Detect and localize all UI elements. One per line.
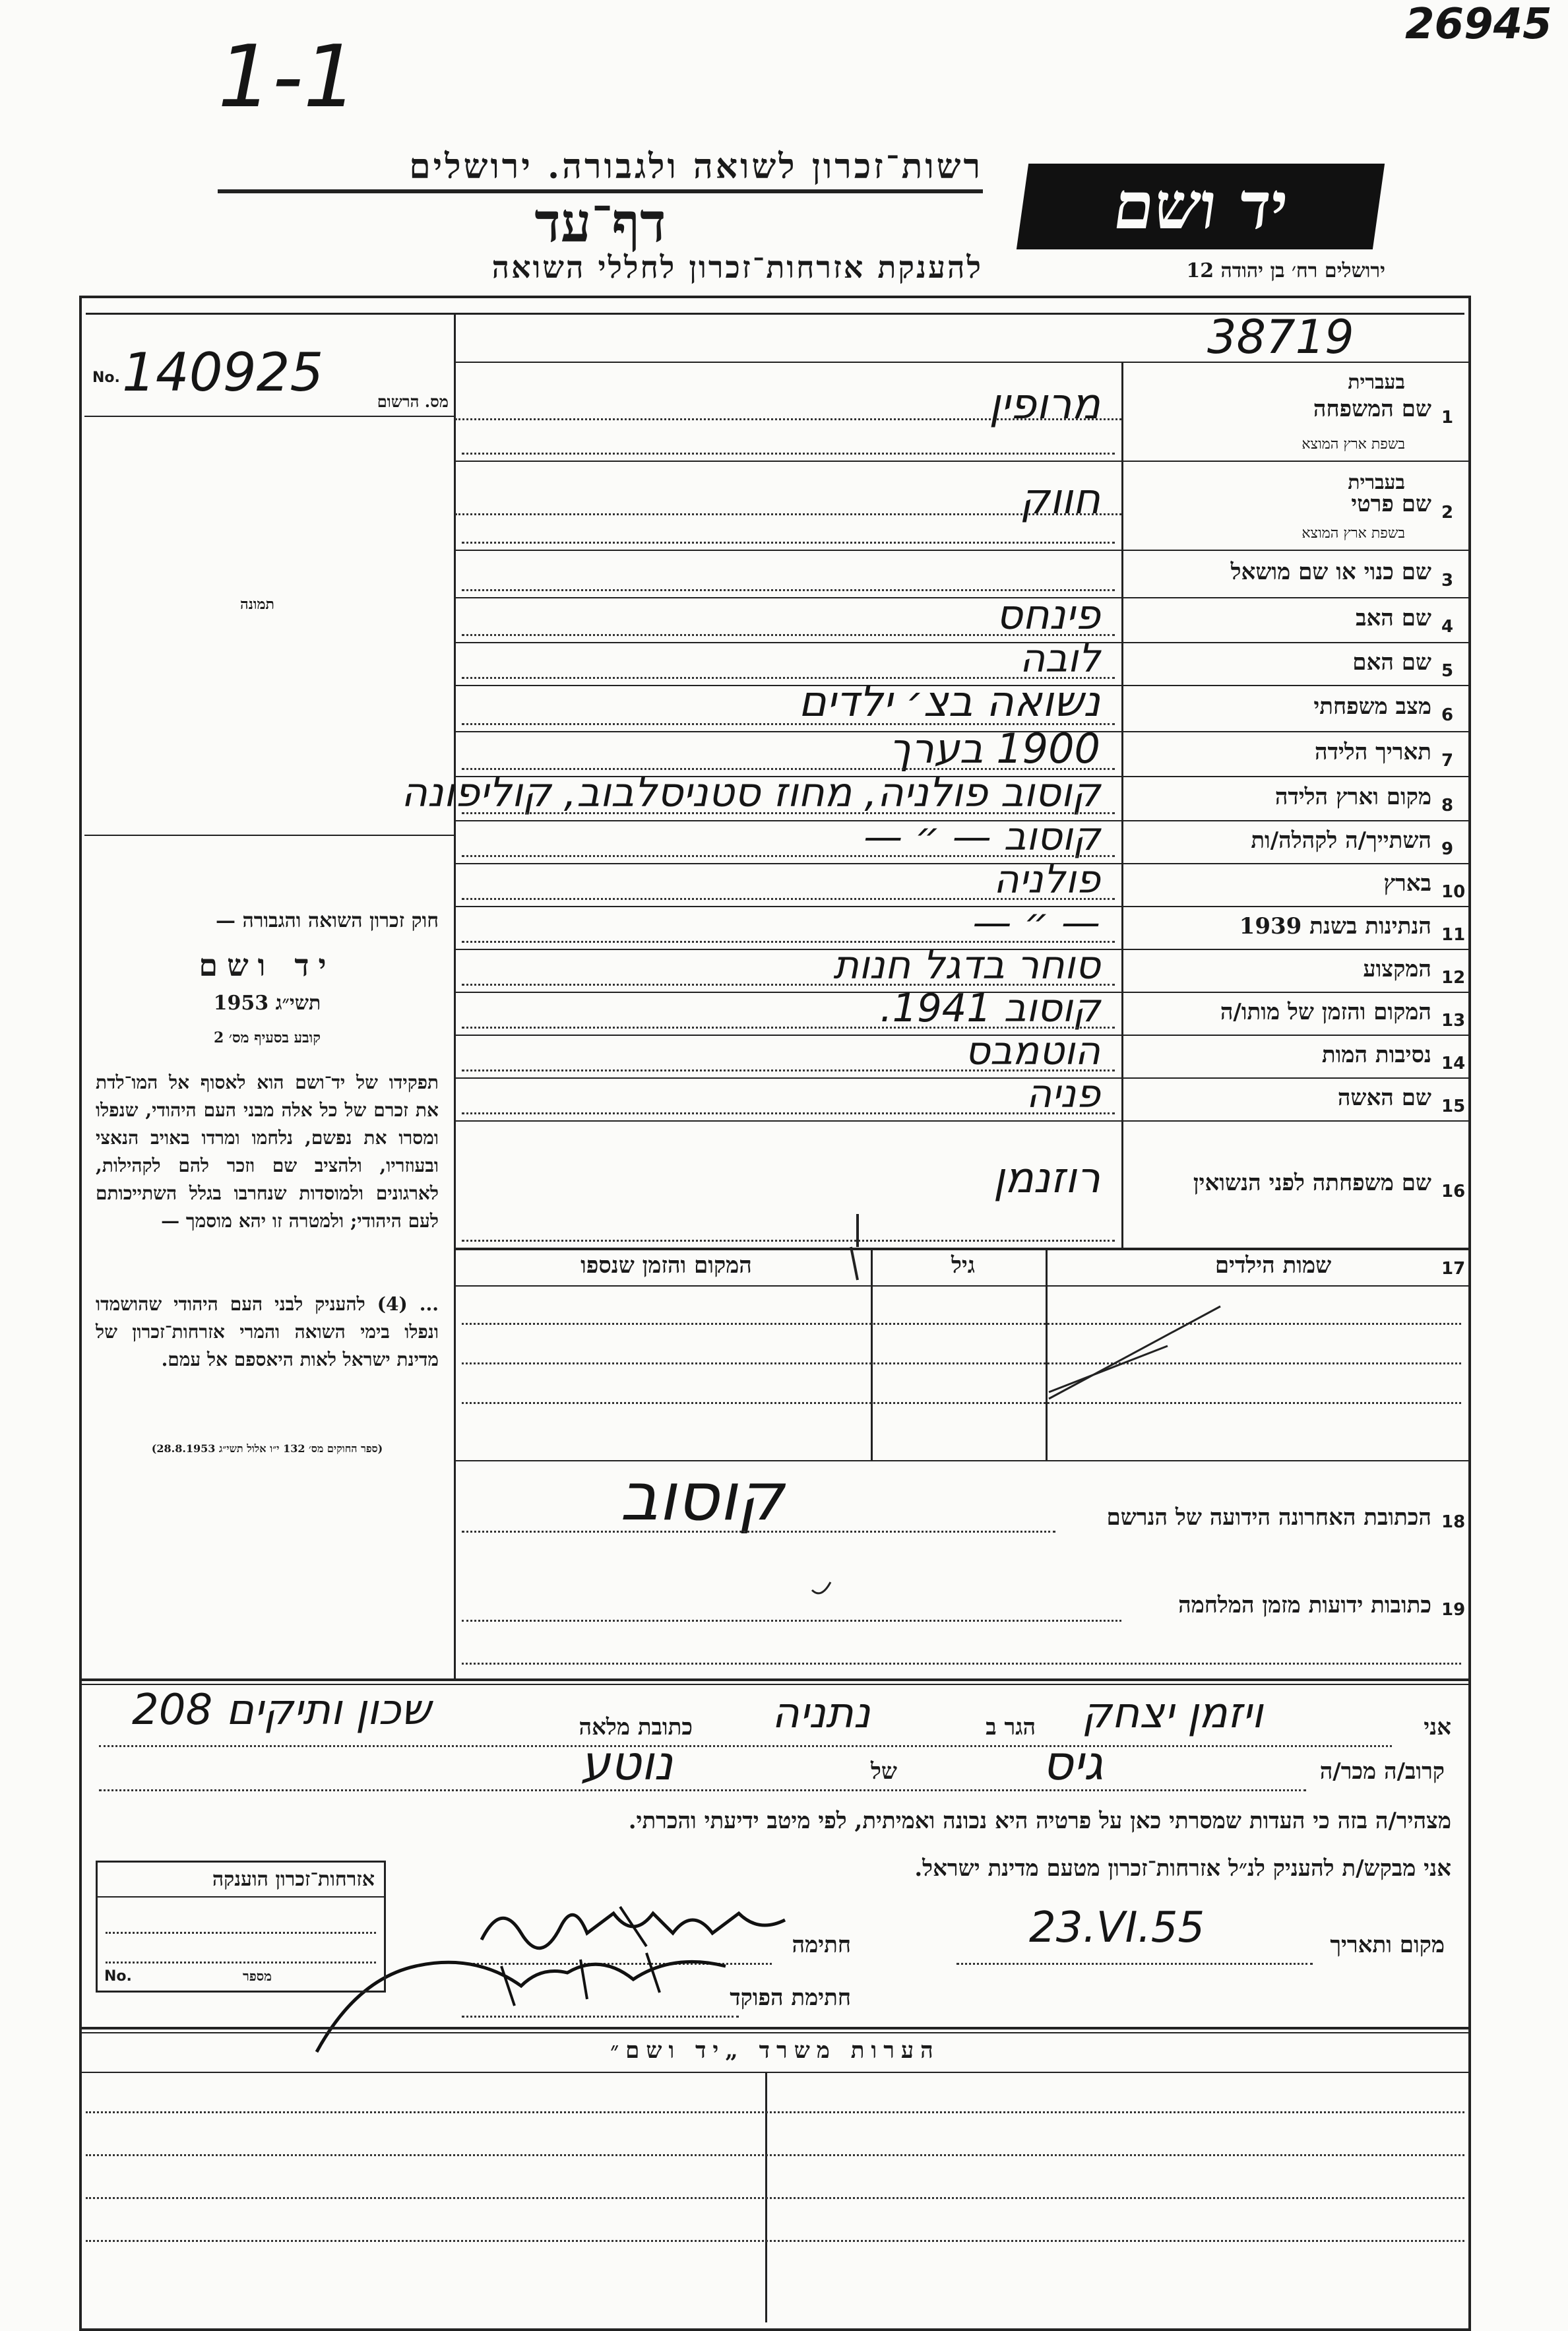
field-num-9: 9: [1441, 839, 1454, 859]
field-num-8: 8: [1441, 795, 1454, 815]
law-source: (ספר החוקים מס׳ 132 י״ו אלול תשי״ג 28.8.1953): [151, 1442, 383, 1455]
field-value-7: 1900 בערך: [889, 724, 1100, 773]
field-label-13: המקום והזמן של מותו/ה: [1220, 998, 1431, 1025]
field-value-12: סוחר בדגל חנות: [833, 942, 1100, 988]
field-num-6: 6: [1441, 705, 1454, 725]
field-value-11: — ״ —: [972, 899, 1100, 945]
file-number: 38719: [1207, 310, 1354, 364]
field-label-14: נסיבות המות: [1321, 1041, 1431, 1068]
of-label: של: [871, 1758, 897, 1785]
field-row-10: [455, 856, 1470, 907]
field-num-7: 7: [1441, 751, 1454, 771]
field-num-19: 19: [1441, 1600, 1466, 1620]
field-native-tag-1: בשפת ארץ המוצא: [1301, 436, 1405, 453]
field-label-1: שם המשפחה: [1313, 396, 1431, 422]
field-label-9: השתייך/ה לקהלה/ות: [1251, 827, 1431, 854]
law-clause: קובע בסעיף מס׳ 2: [213, 1029, 321, 1046]
place-date-label: מקום ותאריך: [1330, 1932, 1445, 1958]
field-hebrew-tag-2: בעברית: [1348, 471, 1405, 494]
full-address-value: שכון ותיקים 208: [132, 1686, 431, 1735]
field-value-9: קוסוב — ״ —: [863, 814, 1100, 860]
field-row-14: [455, 1028, 1470, 1079]
law-text: תפקידו של יד־ושם הוא לאסוף אל המו־לדת את זכרם של כל אלה מבני העם היהודי, שנפלו ומסרו את נפשם, נלחמו ומרדו באויב הנאצי ובעוזריו, ולהציב שם וזכר להם לקהילות, לארגונים ולמוסדות שנחרבו בגלל השתייכותם לעם היהודי; ולמטרה זו יהא מוסמך —: [96, 1071, 439, 1232]
field-num-18: 18: [1441, 1512, 1466, 1532]
field-19-label: כתובות ידועות מזמן המלחמה: [1178, 1592, 1431, 1618]
field-row-9: [455, 814, 1470, 864]
field-label-12: המקצוע: [1363, 955, 1431, 982]
field-value-16: רוזנמן: [993, 1153, 1100, 1203]
field-value-4: פינחס: [995, 590, 1100, 639]
field-num-4: 4: [1441, 617, 1454, 637]
resides-label: הגר ב: [986, 1714, 1036, 1740]
field-18-value: קוסוב: [620, 1458, 784, 1535]
photo-label: תמונה: [240, 596, 274, 613]
field-value-13: קוסוב 1941.: [879, 985, 1100, 1031]
award-box: [96, 1861, 386, 1993]
field-label-3: שם כנוי או שם מושאל: [1230, 559, 1431, 585]
award-box-title: אזרחות־זכרון הוענקה: [98, 1863, 384, 1898]
declarant-label: אני: [1424, 1714, 1451, 1740]
registration-label: מס. הרשום: [377, 392, 449, 411]
age-mark-upper: [838, 1207, 877, 1254]
authority-name: רשות־זכרון לשואה ולגבורה. ירושלים: [218, 146, 983, 193]
field-num-2: 2: [1441, 502, 1454, 523]
field-value-2: חווק: [1019, 474, 1100, 524]
yad-vashem-logo: [1017, 164, 1385, 249]
field-value-14: הוטמבס: [964, 1028, 1100, 1074]
field-num-16: 16: [1441, 1181, 1466, 1201]
archive-number-stamp: 26945: [1405, 0, 1552, 49]
field-num-17: 17: [1441, 1259, 1466, 1279]
registration-value: 140925: [122, 342, 324, 403]
field-num-15: 15: [1441, 1096, 1466, 1116]
top-left-mark: 1-1: [218, 26, 358, 127]
field-row-13: [455, 985, 1470, 1036]
full-address-label: כתובת מלאה: [579, 1714, 693, 1740]
field-row-15: [455, 1071, 1470, 1122]
field-row-16: [455, 1122, 1470, 1249]
field-label-4: שם האב: [1356, 605, 1431, 631]
field-18-tick: [808, 1577, 834, 1603]
signature-label: חתימה: [792, 1932, 851, 1958]
field-18-label: הכתובת האחרונה הידועה של הנרשם: [1106, 1504, 1431, 1531]
field-value-10: פולניה: [993, 856, 1100, 903]
field-label-11: הנתינות בשנת 1939: [1239, 912, 1431, 940]
field-label-15: שם האשה: [1337, 1084, 1431, 1111]
field-num-12: 12: [1441, 967, 1466, 988]
field-hebrew-tag-1: בעברית: [1348, 371, 1405, 394]
header-address: ירושלים רח׳ בן יהודה 12: [1186, 259, 1385, 282]
logo-text: יד ושם: [1108, 168, 1293, 244]
law-name: יד ושם: [199, 947, 336, 983]
notes-title: הערות משרד „יד ושם״: [610, 2037, 940, 2064]
field-num-14: 14: [1441, 1053, 1466, 1073]
relative-value: גיס: [1042, 1735, 1104, 1791]
field-label-16: שם משפחתה לפני הנשואין: [1193, 1169, 1431, 1196]
field-label-8: מקום וארץ הלידה: [1274, 783, 1431, 810]
field-value-5: לובה: [1019, 635, 1100, 682]
field-row-2: [455, 462, 1470, 551]
declaration-statement-2: אני מבקש/ת להעניק לנ״ל אזרחות־זכרון מטעם מדינת ישראל.: [914, 1855, 1451, 1882]
field-num-13: 13: [1441, 1010, 1466, 1031]
field-native-tag-2: בשפת ארץ המוצא: [1301, 525, 1405, 542]
children-strikethrough: [1042, 1300, 1227, 1405]
field-num-1: 1: [1441, 408, 1454, 428]
form-subtitle: להענקת אזרחות־זכרון לחללי השואה: [491, 249, 983, 285]
declaration-statement-1: מצהיר/ה בזה כי העדות שמסרתי כאן על פרטיה היא נכונה ואמיתית, לפי מיטב ידיעתי והכרתי.: [628, 1808, 1451, 1834]
field-num-5: 5: [1441, 660, 1454, 681]
award-number-label: מספר: [243, 1968, 272, 1984]
resides-value: נתניה: [772, 1689, 871, 1738]
field-value-6: נשואה בצ׳ ילדים: [798, 678, 1100, 726]
place-date-value: 23.VI.55: [1029, 1903, 1205, 1952]
field-row-1: [455, 362, 1470, 462]
law-year: תשי״ג 1953: [213, 992, 321, 1015]
field-row-4: [455, 590, 1470, 643]
field-value-1: מרופין: [989, 380, 1100, 429]
law-title: חוק זכרון השואה והגבורה —: [216, 909, 439, 932]
field-value-15: פניה: [1026, 1071, 1100, 1117]
field-row-3: [455, 551, 1470, 598]
registration-no-label: No.: [92, 369, 120, 386]
field-label-7: תאריך הלידה: [1314, 739, 1431, 765]
children-place-header: המקום והזמן שנספו: [580, 1252, 752, 1279]
children-names-header: שמות הילדים: [1214, 1252, 1332, 1279]
field-value-8: קוסוב פולניה, מחוז סטניסלבוב, קוליפונה: [401, 769, 1100, 816]
form-title: דף־עד: [534, 191, 666, 255]
field-num-11: 11: [1441, 924, 1466, 945]
award-no-label: No.: [104, 1968, 132, 1985]
relative-label: קרוב/ה מכר/ה: [1319, 1758, 1445, 1785]
declarant-name: ויזמן יצחק: [1082, 1689, 1263, 1738]
field-label-5: שם האם: [1352, 649, 1431, 676]
field-num-3: 3: [1441, 571, 1454, 591]
field-label-10: בארץ: [1383, 870, 1431, 897]
of-value: נוטע: [580, 1735, 674, 1791]
clerk-signature-label: חתימת הפוקד: [730, 1985, 851, 2011]
field-label-2: שם פרטי: [1351, 490, 1431, 517]
law-text-clause-4: ... (4) להעניק לבני העם היהודי שהושמדו ונפלו בימי השואה והמרי אזרחות־זכרון של מדינת ישראל לאות היאספם אל עמם.: [96, 1293, 439, 1370]
children-age-header: גיל: [951, 1252, 976, 1279]
field-label-6: מצב משפחתי: [1313, 693, 1431, 720]
field-num-10: 10: [1441, 881, 1466, 902]
